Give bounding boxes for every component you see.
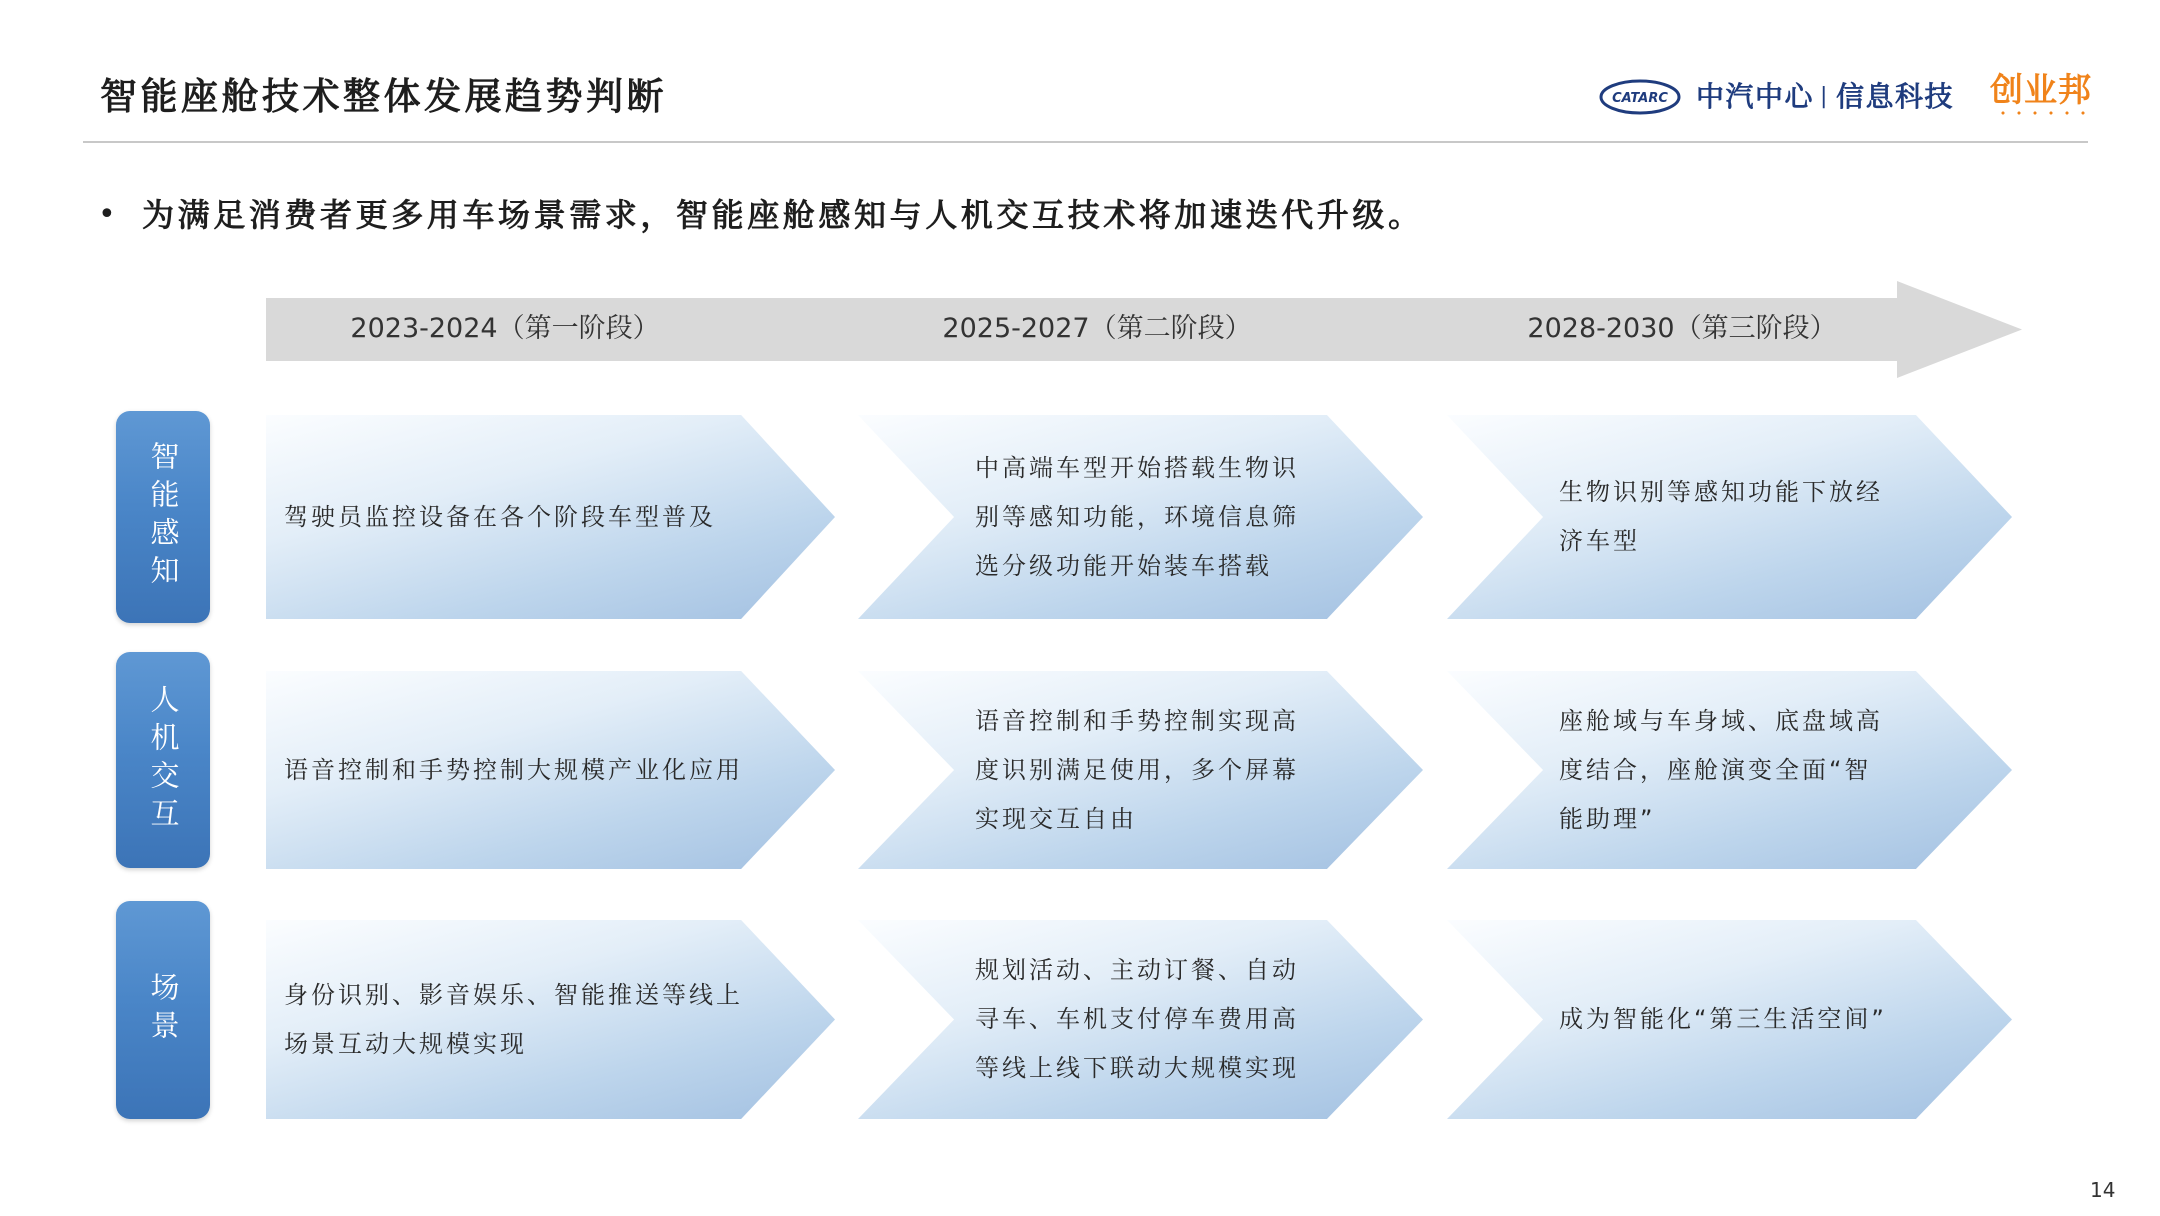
stage-cell <box>1447 671 2012 869</box>
cell-line: 语音控制和手势控制大规模产业化应用 <box>284 755 743 784</box>
summary-text: 为满足消费者更多用车场景需求，智能座舱感知与人机交互技术将加速迭代升级。 <box>142 196 1424 234</box>
cell-line: 能助理” <box>1559 804 1656 833</box>
cell-text <box>284 920 835 1119</box>
row-label-text: 场景 <box>146 972 181 1048</box>
cell-line: 场景互动大规模实现 <box>284 1029 527 1058</box>
cell-line: 座舱域与车身域、底盘域高 <box>1559 706 1883 735</box>
cell-line: 实现交互自由 <box>975 804 1137 833</box>
row-label-scenario <box>116 901 210 1119</box>
cell-line: 规划活动、主动订餐、自动 <box>975 956 1299 984</box>
brand-tagline-mark <box>1995 111 2091 115</box>
stage-cell <box>1447 920 2012 1119</box>
cell-line: 身份识别、影音娱乐、智能推送等线上 <box>284 980 743 1009</box>
cell-line: 度结合，座舱演变全面“智 <box>1559 755 1872 784</box>
stage-cell <box>266 920 835 1119</box>
cell-line: 驾驶员监控设备在各个阶段车型普及 <box>284 502 716 531</box>
stage-label-2: 2025-2027（第二阶段） <box>942 313 1252 344</box>
stage-label-3: 2028-2030（第三阶段） <box>1527 313 1837 344</box>
page-number: 14 <box>2090 1178 2116 1202</box>
cell-line: 度识别满足使用，多个屏幕 <box>975 755 1299 784</box>
row-label-text: 智能感知 <box>146 441 181 593</box>
cell-line: 选分级功能开始装车搭载 <box>975 551 1272 580</box>
stage-cell <box>266 415 835 619</box>
logo-separator: | <box>1820 84 1828 109</box>
cell-text <box>1559 415 2012 619</box>
slide-title: 智能座舱技术整体发展趋势判断 <box>100 75 667 118</box>
stage-label-1: 2023-2024（第一阶段） <box>350 313 660 344</box>
catarc-logo-icon <box>1598 78 1682 116</box>
row-label-interaction <box>116 652 210 868</box>
cell-text <box>1559 920 2012 1119</box>
cell-line: 济车型 <box>1559 527 1640 555</box>
header-divider <box>83 141 2088 143</box>
row-label-text: 人机交互 <box>146 684 181 836</box>
cell-line: 等线上线下联动大规模实现 <box>975 1054 1299 1082</box>
stage-cell <box>858 920 1423 1119</box>
cell-text <box>975 920 1423 1119</box>
cell-text <box>975 415 1423 619</box>
cell-line: 别等感知功能，环境信息筛 <box>975 502 1299 531</box>
cell-line: 语音控制和手势控制实现高 <box>975 706 1299 735</box>
brand-logo: 创业邦 <box>1990 70 2092 109</box>
cell-line: 生物识别等感知功能下放经 <box>1559 478 1883 506</box>
bullet-marker: • <box>98 197 116 232</box>
logo-org-unit: 信息科技 <box>1836 80 1955 113</box>
cell-text <box>1559 671 2012 869</box>
stage-cell <box>266 671 835 869</box>
cell-text <box>284 671 835 869</box>
cell-text <box>284 415 835 619</box>
cell-line: 寻车、车机支付停车费用高 <box>975 1005 1299 1033</box>
stage-cell <box>858 671 1423 869</box>
row-label-perception <box>116 411 210 623</box>
logo-org-name: 中汽中心 <box>1696 80 1815 113</box>
stage-cell <box>858 415 1423 619</box>
stage-cell <box>1447 415 2012 619</box>
cell-line: 成为智能化“第三生活空间” <box>1559 1005 1887 1033</box>
cell-text <box>975 671 1423 869</box>
logo-mark-text: CATARC <box>1612 91 1668 106</box>
cell-line: 中高端车型开始搭载生物识 <box>975 453 1299 482</box>
